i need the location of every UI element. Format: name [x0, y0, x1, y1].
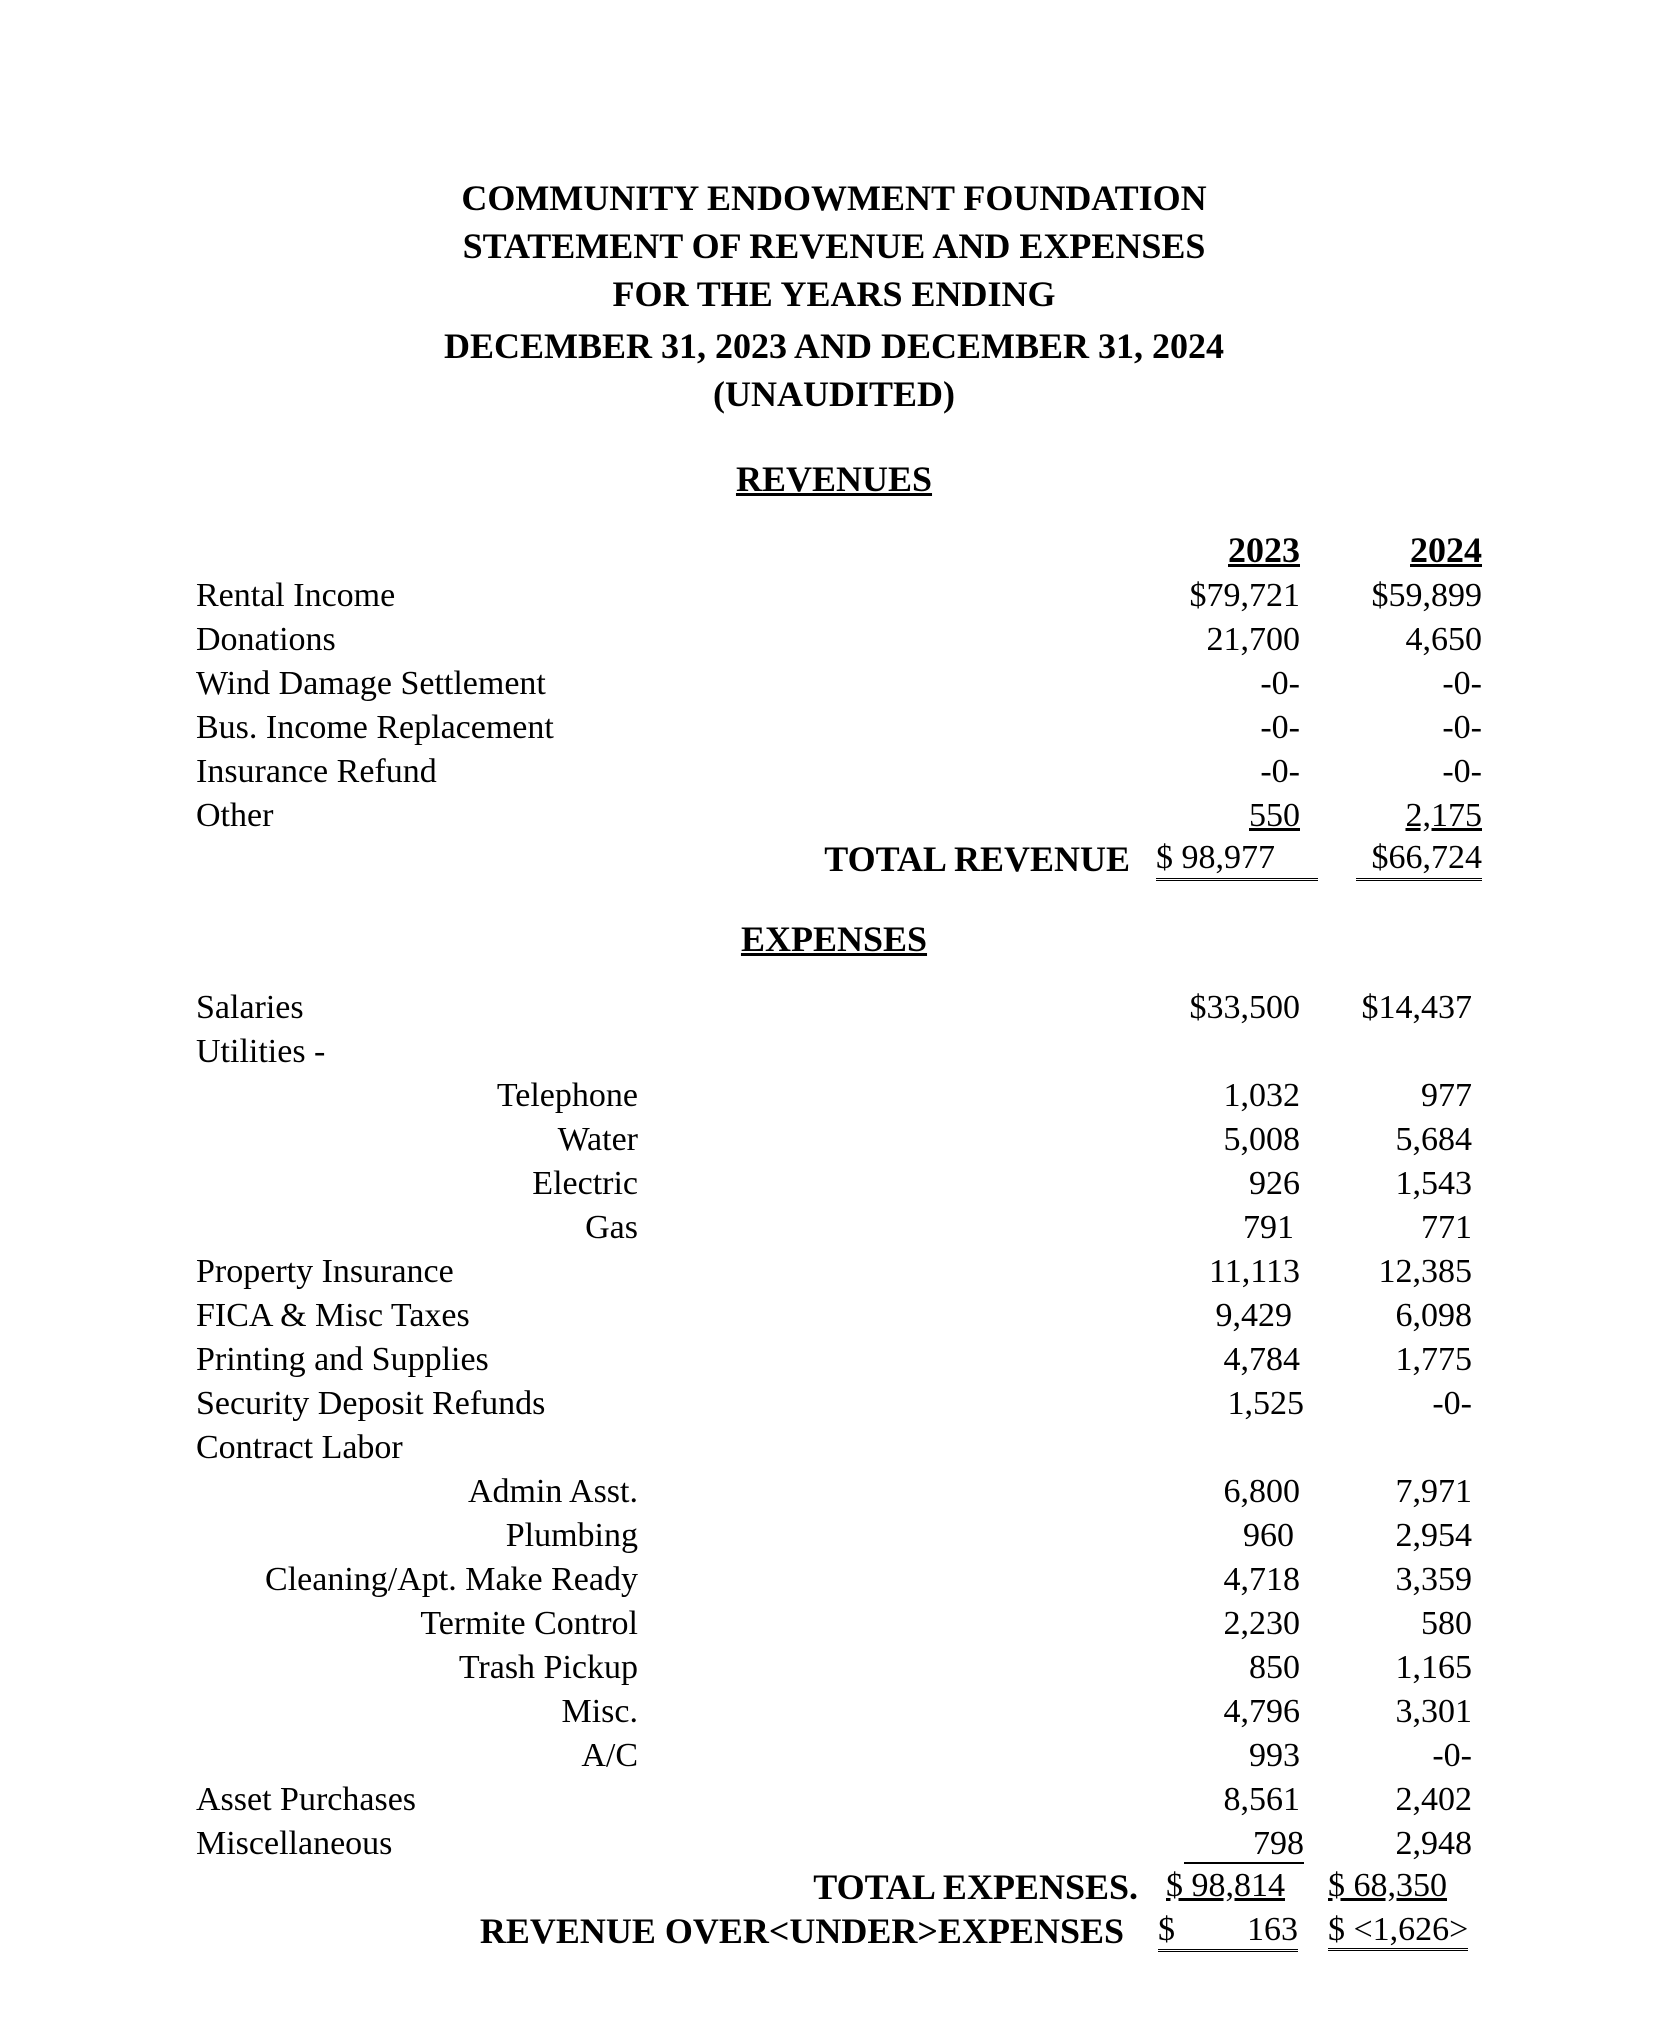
expense-value-2024: 1,775	[1395, 1341, 1472, 1378]
expense-value-2023: 1,525	[1227, 1385, 1304, 1422]
expense-value-2024: 1,543	[1395, 1165, 1472, 1202]
expense-value-2024: 6,098	[1395, 1297, 1472, 1334]
expense-value-2024: 5,684	[1395, 1121, 1472, 1158]
revenue-value-2023: $79,721	[1189, 577, 1300, 614]
expense-value-2023: 4,784	[1223, 1341, 1300, 1378]
expense-label: Property Insurance	[196, 1253, 454, 1290]
expense-value-2024: 3,301	[1395, 1693, 1472, 1730]
expense-value-2024: 3,359	[1395, 1561, 1472, 1598]
revenue-value-2023: 21,700	[1206, 621, 1300, 658]
revenue-value-2024: -0-	[1442, 709, 1482, 746]
expense-sublabel: Electric	[532, 1165, 638, 1202]
expense-value-2023: 6,800	[1223, 1473, 1300, 1510]
report-title-statement: STATEMENT OF REVENUE AND EXPENSES	[462, 226, 1206, 266]
expense-value-2023: 11,113	[1209, 1253, 1300, 1290]
expense-value-2024: $14,437	[1361, 989, 1472, 1026]
net-revenue-2024	[1328, 1910, 1488, 1950]
expense-label: Security Deposit Refunds	[196, 1385, 546, 1422]
utilities-label: Utilities -	[196, 1033, 326, 1070]
expense-label: Salaries	[196, 989, 304, 1026]
expense-value-2023: 791	[1243, 1209, 1294, 1246]
column-header-2024: 2024	[1410, 530, 1482, 570]
expense-value-2024: 2,948	[1395, 1825, 1472, 1862]
net-revenue-2023-currency: $	[1158, 1911, 1175, 1948]
total-revenue-2024: $66,724	[1356, 838, 1482, 881]
revenue-label: Wind Damage Settlement	[196, 665, 546, 702]
expense-value-2024: 2,954	[1395, 1517, 1472, 1554]
expense-sublabel: Misc.	[561, 1693, 638, 1730]
expense-sublabel: A/C	[581, 1737, 638, 1774]
revenue-value-2024: -0-	[1442, 753, 1482, 790]
expense-label: Miscellaneous	[196, 1825, 393, 1862]
expense-sublabel: Plumbing	[505, 1517, 638, 1554]
expense-value-2024: -0-	[1432, 1737, 1472, 1774]
total-expenses-2024: $ 68,350	[1328, 1867, 1447, 1904]
revenue-label: Insurance Refund	[196, 753, 437, 790]
expense-sublabel: Gas	[585, 1209, 638, 1246]
expense-value-2024: -0-	[1432, 1385, 1472, 1422]
total-revenue-2023: $ 98,977	[1156, 838, 1318, 881]
revenue-value-2024: 2,175	[1405, 797, 1482, 834]
revenue-value-2024: 4,650	[1405, 621, 1482, 658]
report-title-dates: DECEMBER 31, 2023 AND DECEMBER 31, 2024	[443, 326, 1225, 366]
expense-value-2023: 850	[1249, 1649, 1300, 1686]
revenue-value-2023: -0-	[1260, 665, 1300, 702]
report-title-org: COMMUNITY ENDOWMENT FOUNDATION	[461, 178, 1207, 218]
net-revenue-2023	[1158, 1910, 1308, 1952]
expense-value-2023: 5,008	[1223, 1121, 1300, 1158]
expense-sublabel: Water	[557, 1121, 638, 1158]
expense-value-2023: 9,429	[1215, 1297, 1292, 1334]
revenue-value-2023: -0-	[1260, 709, 1300, 746]
expense-value-2023: $33,500	[1189, 989, 1300, 1026]
revenues-heading: REVENUES	[735, 459, 933, 499]
expense-value-2023: 993	[1249, 1737, 1300, 1774]
revenue-value-2024: $59,899	[1371, 577, 1482, 614]
report-title-period: FOR THE YEARS ENDING	[612, 274, 1056, 314]
revenue-label: Donations	[196, 621, 336, 658]
net-revenue-2023-value: 163	[1247, 1911, 1298, 1948]
expense-value-2023	[1124, 1824, 1304, 1864]
expense-value-2023: 4,796	[1223, 1693, 1300, 1730]
expense-value-2024: 771	[1421, 1209, 1472, 1246]
expense-value-2023: 926	[1249, 1165, 1300, 1202]
expense-sublabel: Telephone	[496, 1077, 638, 1114]
net-revenue-2024-value: $ <1,626>	[1328, 1911, 1468, 1951]
revenue-value-2023: -0-	[1260, 753, 1300, 790]
expense-value-2024: 580	[1421, 1605, 1472, 1642]
net-revenue-label: REVENUE OVER<UNDER>EXPENSES	[479, 1911, 1124, 1951]
expense-value-2024: 1,165	[1395, 1649, 1472, 1686]
expense-value-2023: 4,718	[1223, 1561, 1300, 1598]
expense-sublabel: Cleaning/Apt. Make Ready	[265, 1561, 638, 1598]
revenue-value-2023: 550	[1249, 797, 1300, 834]
total-expenses-label: TOTAL EXPENSES.	[813, 1867, 1138, 1907]
contract-labor-label: Contract Labor	[196, 1429, 403, 1466]
total-expenses-2023: $ 98,814	[1166, 1867, 1285, 1904]
expense-value-2024: 977	[1421, 1077, 1472, 1114]
expense-value-2024: 12,385	[1378, 1253, 1472, 1290]
expense-label: Printing and Supplies	[196, 1341, 489, 1378]
expense-value-2023: 8,561	[1223, 1781, 1300, 1818]
expense-value-2023: 960	[1243, 1517, 1294, 1554]
expense-label: FICA & Misc Taxes	[196, 1297, 470, 1334]
column-header-2023: 2023	[1228, 530, 1300, 570]
expense-value-2023-underlined: 798	[1184, 1826, 1304, 1864]
expense-sublabel: Admin Asst.	[467, 1473, 638, 1510]
expense-value-2023: 1,032	[1223, 1077, 1300, 1114]
revenue-value-2024: -0-	[1442, 665, 1482, 702]
revenue-label: Other	[196, 797, 274, 834]
revenue-label: Bus. Income Replacement	[196, 709, 554, 746]
revenue-label: Rental Income	[196, 577, 396, 614]
expense-value-2023: 2,230	[1223, 1605, 1300, 1642]
expense-sublabel: Termite Control	[420, 1605, 638, 1642]
expense-value-2024: 7,971	[1395, 1473, 1472, 1510]
report-title-unaudited: (UNAUDITED)	[713, 374, 955, 414]
expenses-heading: EXPENSES	[740, 919, 928, 959]
expense-value-2024: 2,402	[1395, 1781, 1472, 1818]
expense-label: Asset Purchases	[196, 1781, 417, 1818]
expense-sublabel: Trash Pickup	[458, 1649, 638, 1686]
total-revenue-label: TOTAL REVENUE	[824, 839, 1130, 879]
